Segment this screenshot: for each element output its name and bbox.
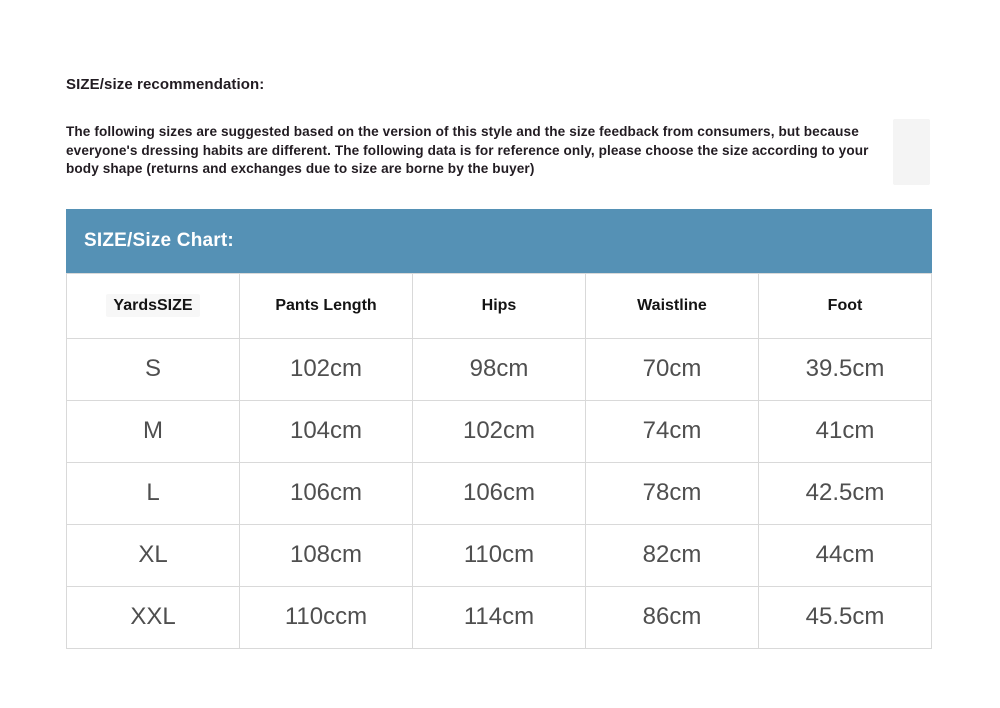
- pants-length-value: 108cm: [240, 524, 413, 586]
- column-header-foot: Foot: [759, 273, 932, 338]
- size-chart-body: [67, 338, 932, 648]
- pants-length-value: 110ccm: [240, 586, 413, 648]
- content-area: [66, 76, 932, 649]
- hips-value: 114cm: [413, 586, 586, 648]
- waistline-value: 70cm: [586, 338, 759, 400]
- hips-value: 106cm: [413, 462, 586, 524]
- size-label: XXL: [67, 586, 240, 648]
- foot-value: 41cm: [759, 400, 932, 462]
- column-header-size: [67, 273, 240, 338]
- column-header-pants-length: Pants Length: [240, 273, 413, 338]
- table-row-xl: [67, 524, 932, 586]
- size-label: S: [67, 338, 240, 400]
- waistline-value: 86cm: [586, 586, 759, 648]
- column-header-hips: Hips: [413, 273, 586, 338]
- header-row: [67, 273, 932, 338]
- size-chart-table: [66, 273, 932, 649]
- size-label: M: [67, 400, 240, 462]
- pants-length-value: 106cm: [240, 462, 413, 524]
- foot-value: 44cm: [759, 524, 932, 586]
- foot-value: 45.5cm: [759, 586, 932, 648]
- size-chart-header: [67, 273, 932, 338]
- table-row-s: [67, 338, 932, 400]
- column-header-size-label: YardsSIZE: [106, 294, 199, 317]
- foot-value: 42.5cm: [759, 462, 932, 524]
- waistline-value: 82cm: [586, 524, 759, 586]
- hips-value: 102cm: [413, 400, 586, 462]
- foot-value: 39.5cm: [759, 338, 932, 400]
- size-label: L: [67, 462, 240, 524]
- waistline-value: 74cm: [586, 400, 759, 462]
- size-chart-title: SIZE/Size Chart:: [84, 229, 234, 251]
- table-row-l: [67, 462, 932, 524]
- table-row-m: [67, 400, 932, 462]
- column-header-waistline: Waistline: [586, 273, 759, 338]
- waistline-value: 78cm: [586, 462, 759, 524]
- pants-length-value: 102cm: [240, 338, 413, 400]
- table-row-xxl: [67, 586, 932, 648]
- hips-value: 98cm: [413, 338, 586, 400]
- size-chart-banner: [66, 209, 932, 273]
- pants-length-value: 104cm: [240, 400, 413, 462]
- hips-value: 110cm: [413, 524, 586, 586]
- size-label: XL: [67, 524, 240, 586]
- recommendation-heading: SIZE/size recommendation:: [66, 76, 265, 93]
- recommendation-paragraph: The following sizes are suggested based on the version of this style and the size feedback from consumers, but because everyone's dressing habits are different. The following data is for reference only, please choose the size according to your body shape (returns and exchanges due to size are borne by the buyer): [66, 124, 869, 176]
